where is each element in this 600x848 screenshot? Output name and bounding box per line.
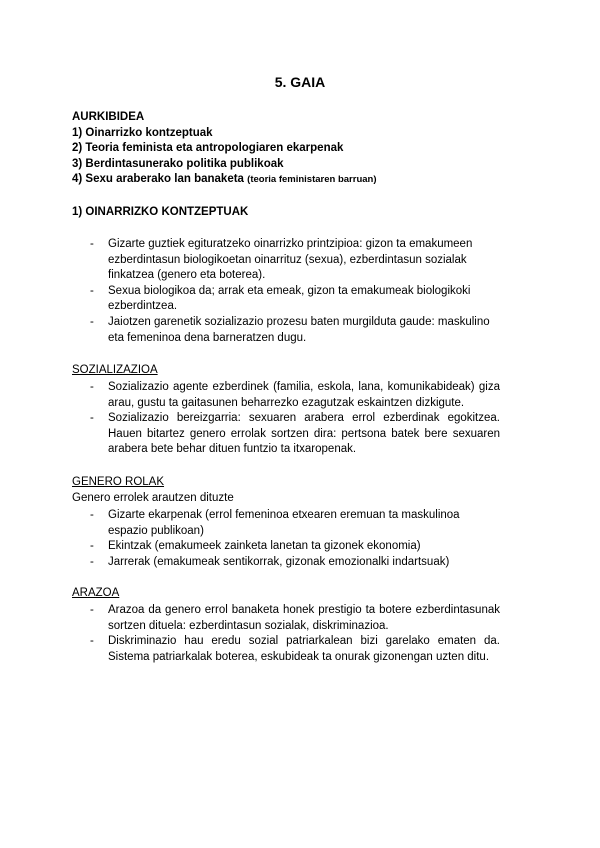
section-heading: SOZIALIZAZIOA <box>72 364 158 376</box>
bullet-list <box>90 508 500 570</box>
bullet-list <box>90 237 500 346</box>
bullet-list <box>90 603 500 665</box>
list-item: - Diskriminazio hau eredu sozial patriarkalean bizi garelako ematen da. Sistema patriarkalak boterea, eskubideak ta onurak gizonengan uzten ditu. <box>90 635 500 663</box>
page-title: 5. GAIA <box>274 74 326 90</box>
toc-heading: AURKIBIDEA <box>72 111 145 123</box>
list-item: - Sexua biologikoa da; arrak eta emeak, gizon ta emakumeak biologikoki ezberdintzea. <box>90 284 471 313</box>
list-item: - Arazoa da genero errol banaketa honek prestigio ta botere ezberdintasunak sortzen dituela: ezberdintasun sozialak, diskriminazioa. <box>90 604 500 632</box>
section-heading: 1) OINARRIZKO KONTZEPTUAK <box>72 206 249 218</box>
bullet-list <box>90 380 500 458</box>
list-item: - Sozializazio bereizgarria: sexuaren arabera errol ezberdinak egokitzea. Hauen bitartez genero errolak sortzen dira: pertsona batek bere sexuaren arabera bete behar dituen funtzio ta itxaropenak. <box>90 412 500 456</box>
list-item: - Jaiotzen garenetik sozializazio prozesu baten murgilduta gaude: maskulino eta femeninoa dena barneratzen dugu. <box>90 315 490 344</box>
list-item: - Sozializazio agente ezberdinek (familia, eskola, lana, komunikabideak) giza arau, gustu ta gaitasunen beharrezko ezagutzak eskaintzen dizkigute. <box>90 381 500 409</box>
list-item: - Ekintzak (emakumeek zainketa lanetan ta gizonek ekonomia) <box>90 540 421 553</box>
toc-item: 2) Teoria feminista eta antropologiaren ekarpenak <box>72 142 344 154</box>
section-heading: ARAZOA <box>72 587 120 599</box>
section-heading: GENERO ROLAK <box>72 476 165 488</box>
table-of-contents <box>72 110 377 188</box>
section-intro: Genero errolek arautzen dituzte <box>72 492 234 504</box>
list-item: - Jarrerak (emakumeak sentikorrak, gizonak emozionalki indartsuak) <box>90 555 450 568</box>
toc-item: 1) Oinarrizko kontzeptuak <box>72 126 213 139</box>
toc-item-note: (teoria feministaren barruan) <box>247 174 377 185</box>
list-item: - Gizarte ekarpenak (errol femeninoa etxearen eremuan ta maskulinoa espazio publikoan) <box>90 509 460 537</box>
toc-item: 4) Sexu araberako lan banaketa (teoria feministaren barruan) <box>72 173 377 185</box>
list-item: - Gizarte guztiek egituratzeko oinarrizko printzipioa: gizon ta emakumeen ezberdintasun biologikoetan oinarrituz (sexua), ezberdintasun sozialak finkatzea (genero eta boterea). <box>90 238 473 282</box>
toc-item: 3) Berdintasunerako politika publikoak <box>72 157 284 170</box>
